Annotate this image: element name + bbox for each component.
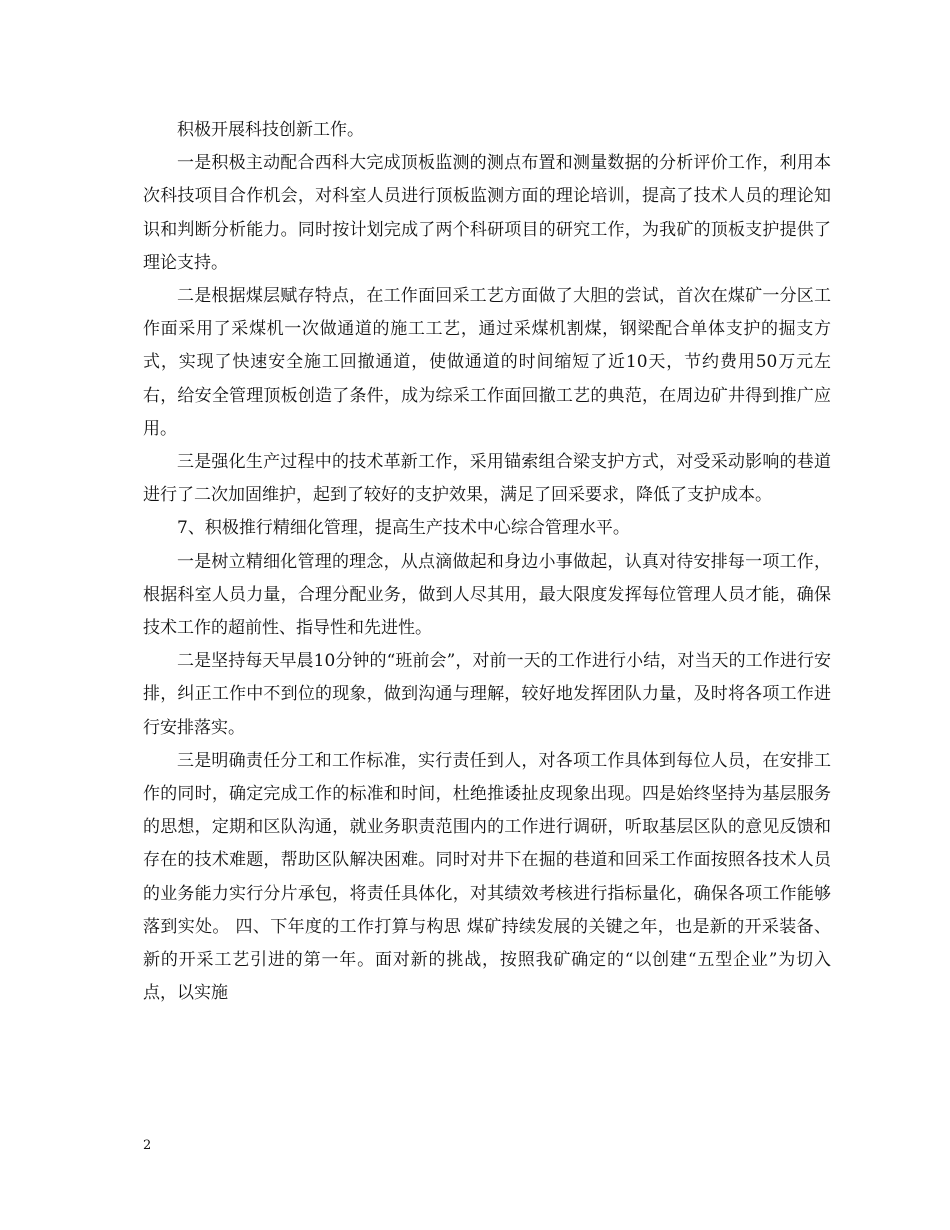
paragraph-1: 积极开展科技创新工作。 — [177, 120, 364, 140]
body-text — [143, 114, 831, 1010]
paragraph-7: 二是坚持每天早晨10分钟的“班前会”，对前一天的工作进行小结，对当天的工作进行安排，纠正工作中不到位的现象，做到沟通与理解，较好地发挥团队力量，及时将各项工作进行安排落实。 — [143, 651, 831, 738]
paragraph-4: 三是强化生产过程中的技术革新工作，采用锚索组合梁支护方式，对受采动影响的巷道进行了二次加固维护，起到了较好的支护效果，满足了回采要求，降低了支护成本。 — [143, 452, 831, 506]
paragraph-3: 二是根据煤层赋存特点，在工作面回采工艺方面做了大胆的尝试，首次在煤矿一分区工作面采用了采煤机一次做通道的施工工艺，通过采煤机割煤，钢梁配合单体支护的掘支方式，实现了快速安全施工回撤通道，使做通道的时间缩短了近10天，节约费用50万元左右，给安全管理顶板创造了条件，成为综采工作面回撤工艺的典范，在周边矿井得到推广应用。 — [143, 286, 831, 439]
paragraph-6: 一是树立精细化管理的理念，从点滴做起和身边小事做起，认真对待安排每一项工作，根据科室人员力量，合理分配业务，做到人尽其用，最大限度发挥每位管理人员才能，确保技术工作的超前性、指导性和先进性。 — [143, 551, 831, 639]
paragraph-8: 三是明确责任分工和工作标准，实行责任到人，对各项工作具体到每位人员，在安排工作的同时，确定完成工作的标准和时间，杜绝推诿扯皮现象出现。四是始终坚持为基层服务的思想，定期和区队沟通，就业务职责范围内的工作进行调研，听取基层区队的意见反馈和存在的技术难题，帮助区队解决困难。同时对井下在掘的巷道和回采工作面按照各技术人员的业务能力实行分片承包，将责任具体化，对其绩效考核进行指标量化，确保各项工作能够落到实处。 四、下年度的工作打算与构思 煤矿持续发展的关键之年，也是新的开采装备、新的开采工艺引进的第一年。面对新的挑战，按照我矿确定的“以创建“五型企业”为切入点，以实施 — [143, 750, 831, 1004]
page-number: 2 — [143, 1138, 152, 1153]
paragraph-2: 一是积极主动配合西科大完成顶板监测的测点布置和测量数据的分析评价工作，利用本次科技项目合作机会，对科室人员进行顶板监测方面的理论培训，提高了技术人员的理论知识和判断分析能力。同时按计划完成了两个科研项目的研究工作，为我矿的顶板支护提供了理论支持。 — [143, 153, 831, 273]
paragraph-5: 7、积极推行精细化管理，提高生产技术中心综合管理水平。 — [177, 518, 630, 539]
